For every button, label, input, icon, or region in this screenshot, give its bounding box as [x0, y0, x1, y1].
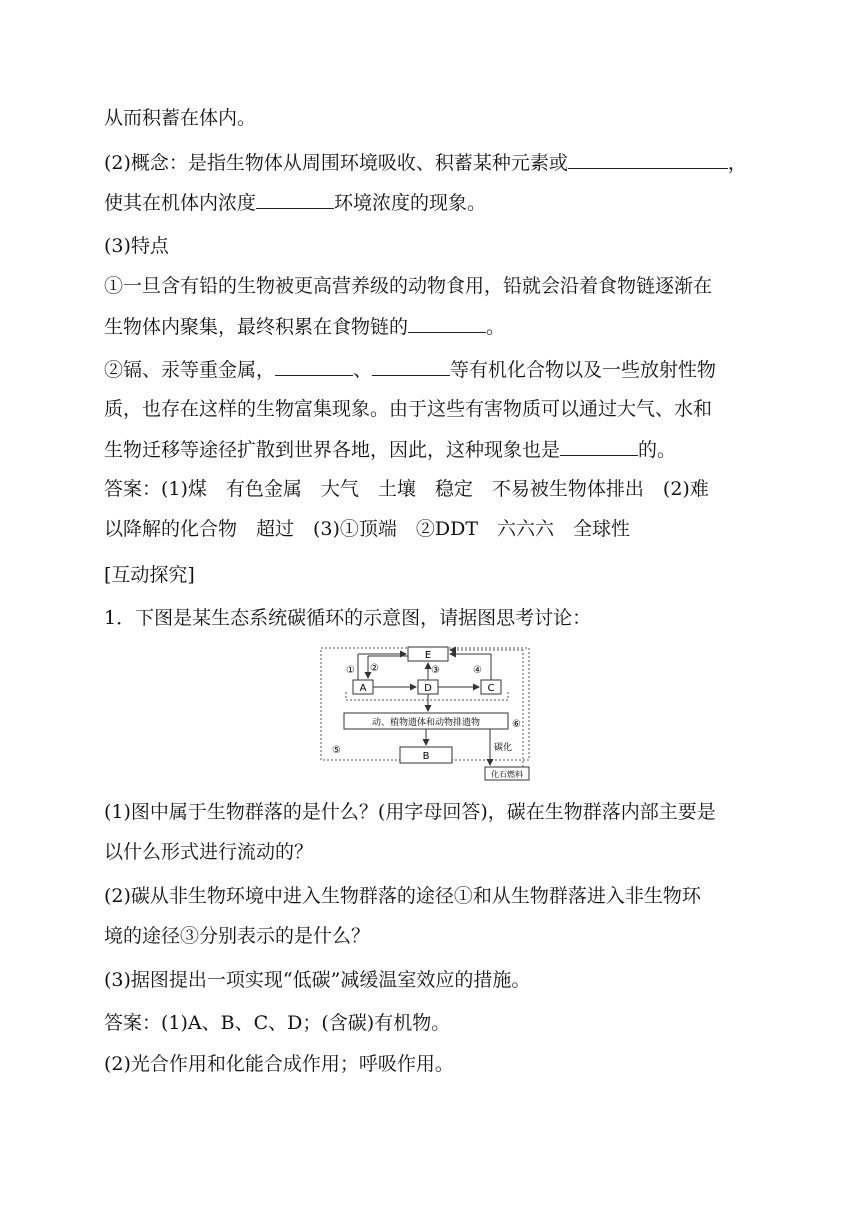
question-line: (3)据图提出一项实现“低碳”减缓温室效应的措施。 — [104, 969, 531, 991]
fill-blank — [372, 357, 450, 376]
answer-line: (2)光合作用和化能合成作用；呼吸作用。 — [104, 1053, 454, 1075]
label-carbonize: 碳化 — [494, 743, 513, 753]
question-line: (2)碳从非生物环境中进入生物群落的途径①和从生物群落进入非生物环 — [104, 885, 701, 907]
question-intro: 1．下图是某生态系统碳循环的示意图，请据图思考讨论： — [104, 607, 592, 629]
fill-blank — [408, 314, 486, 333]
fill-blank — [568, 150, 728, 169]
label-e: E — [424, 650, 432, 661]
text-line: ①一旦含有铅的生物被更高营养级的动物食用，铅就会沿着食物链逐渐在 — [104, 275, 713, 297]
text-line: 生物体内聚集，最终积累在食物链的 。 — [104, 316, 506, 338]
carbon-cycle-diagram — [318, 645, 534, 785]
fill-blank — [275, 357, 353, 376]
section-heading: [互动探究] — [104, 564, 195, 586]
text-line: 质，也存在这样的生物富集现象。由于这些有害物质可以通过大气、水和 — [104, 398, 713, 420]
text-line: (3)特点 — [104, 235, 169, 257]
answer-line: 答案：(1)煤 有色金属 大气 土壤 稳定 不易被生物体排出 (2)难 — [104, 478, 709, 500]
text-line: 生物迁移等途径扩散到世界各地，因此，这种现象也是 的。 — [104, 439, 677, 461]
label-route-5: ⑤ — [332, 745, 341, 756]
fill-blank — [560, 437, 638, 456]
question-line: 以什么形式进行流动的？ — [104, 841, 314, 863]
text-line: (2)概念：是指生物体从周围环境吸收、积蓄某种元素或 ， — [104, 152, 747, 174]
label-route-2: ② — [370, 663, 379, 674]
label-route-1: ① — [346, 665, 355, 676]
answer-line: 答案：(1)A、B、C、D；(含碳)有机物。 — [104, 1012, 451, 1034]
label-route-6: ⑥ — [512, 719, 521, 730]
label-a: A — [359, 683, 367, 694]
label-d: D — [424, 683, 432, 694]
label-route-3: ③ — [431, 665, 440, 676]
text-line: ②镉、汞等重金属， 、 等有机化合物以及一些放射性物 — [104, 359, 717, 381]
question-line: 境的途径③分别表示的是什么？ — [104, 925, 371, 947]
answer-line: 以降解的化合物 超过 (3)①顶端 ②DDT 六六六 全球性 — [104, 518, 631, 540]
text-line: 从而积蓄在体内。 — [104, 107, 257, 129]
label-fossil-fuel: 化石燃料 — [491, 770, 523, 779]
label-route-4: ④ — [473, 665, 482, 676]
label-b: B — [422, 751, 430, 762]
question-line: (1)图中属于生物群落的是什么？(用字母回答)，碳在生物群落内部主要是 — [104, 801, 716, 823]
label-c: C — [487, 683, 495, 694]
fill-blank — [256, 190, 334, 209]
label-remains: 动、植物遗体和动物排遗物 — [371, 718, 481, 728]
text-line: 使其在机体内浓度 环境浓度的现象。 — [104, 192, 487, 214]
